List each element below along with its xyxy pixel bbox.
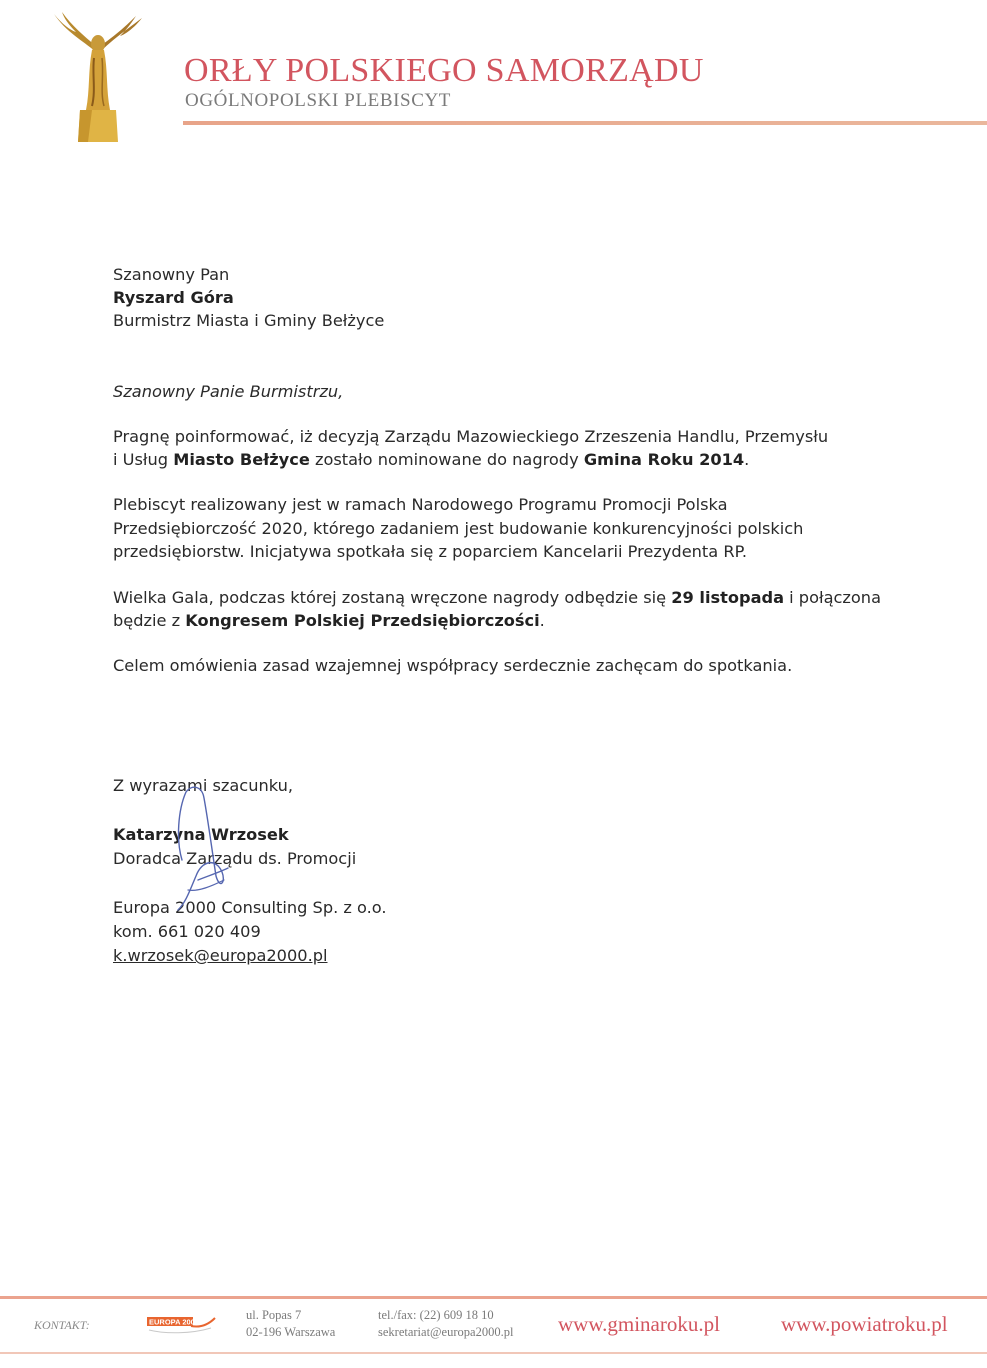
gala-date: 29 listopada [671, 588, 785, 607]
website-link-gminaroku[interactable]: www.gminaroku.pl [558, 1312, 720, 1336]
text-span: i połączona [784, 588, 881, 607]
europa-logo-text: EUROPA 2000 [149, 1317, 200, 1327]
paragraph-2-line-1: Plebiscyt realizowany jest w ramach Narodowego Programu Promocji Polska [113, 495, 728, 514]
award-name: Gmina Roku 2014 [583, 450, 745, 469]
addressee-name: Ryszard Góra [113, 288, 234, 307]
paragraph-2-line-3: przedsiębiorstw. Inicjatywa spotkała się z poparciem Kancelarii Prezydenta RP. [113, 542, 747, 561]
congress-name: Kongresem Polskiej Przedsiębiorczości [185, 611, 540, 630]
paragraph-3-line-2 [113, 610, 545, 632]
nominee-name: Miasto Bełżyce [173, 450, 310, 469]
letterhead-title: ORŁY POLSKIEGO SAMORZĄDU [184, 52, 704, 89]
footer-address-line-2: 02-196 Warszawa [246, 1325, 336, 1339]
signer-title: Doradca Zarządu ds. Promocji [113, 849, 357, 868]
text-span: . [744, 450, 750, 469]
footer-phone: tel./fax: (22) 609 18 10 [378, 1308, 494, 1322]
footer-email[interactable]: sekretariat@europa2000.pl [378, 1325, 514, 1339]
header-divider [183, 121, 987, 125]
addressee-position: Burmistrz Miasta i Gminy Bełżyce [113, 311, 385, 330]
letterhead-subtitle: OGÓLNOPOLSKI PLEBISCYT [185, 90, 452, 111]
footer-divider [0, 1296, 987, 1299]
greeting: Szanowny Panie Burmistrzu, [113, 382, 344, 401]
footer-bottom-divider [0, 1352, 987, 1354]
email-link[interactable]: k.wrzosek@europa2000.pl [113, 946, 328, 965]
addressee-salutation: Szanowny Pan [113, 265, 230, 284]
text-span: będzie z [113, 611, 186, 630]
paragraph-4-line-1: Celem omówienia zasad wzajemnej współpracy serdecznie zachęcam do spotkania. [113, 656, 793, 675]
paragraph-1-line-2 [113, 449, 749, 471]
text-span: Wielka Gala, podczas której zostaną wręczone nagrody odbędzie się [113, 588, 672, 607]
text-span: zostało nominowane do nagrody [309, 450, 584, 469]
paragraph-1-line-1: Pragnę poinformować, iż decyzją Zarządu Mazowieckiego Zrzeszenia Handlu, Przemysłu [113, 427, 829, 446]
handwritten-signature [168, 780, 238, 920]
paragraph-3-line-1 [113, 587, 881, 609]
phone-number: kom. 661 020 409 [113, 922, 261, 941]
company-name: Europa 2000 Consulting Sp. z o.o. [113, 898, 387, 917]
website-link-powiatroku[interactable]: www.powiatroku.pl [781, 1312, 948, 1336]
paragraph-2-line-2: Przedsiębiorczość 2020, którego zadaniem jest budowanie konkurencyjności polskich [113, 519, 804, 538]
eagle-statuette-logo [52, 10, 144, 142]
europa2000-logo [145, 1314, 217, 1336]
text-span: i Usług [113, 450, 174, 469]
kontakt-label: KONTAKT: [34, 1318, 90, 1332]
text-span: . [539, 611, 545, 630]
signer-name: Katarzyna Wrzosek [113, 825, 289, 844]
footer-address-line-1: ul. Popas 7 [246, 1308, 302, 1322]
closing-regards: Z wyrazami szacunku, [113, 776, 294, 795]
